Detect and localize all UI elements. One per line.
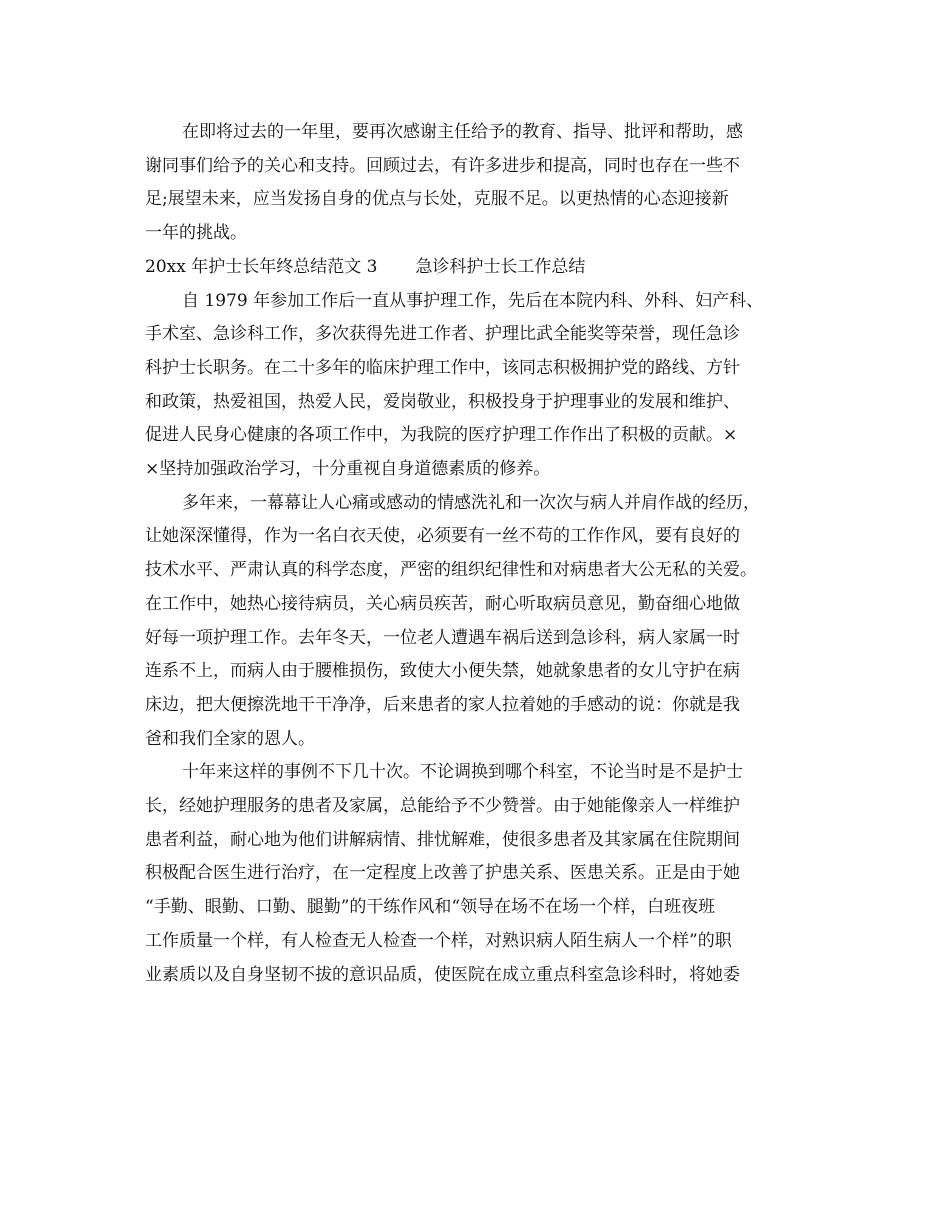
text-line: 长，经她护理服务的患者及家属，总能给予不少赞誉。由于她能像亲人一样维护 [145,796,740,817]
document-body [145,116,805,992]
text-line: 积极配合医生进行治疗，在一定程度上改善了护患关系、医患关系。正是由于她 [145,863,740,884]
text-line: 一年的挑战。 [145,223,247,244]
text-line: 爸和我们全家的恩人。 [145,728,315,749]
text-line: 谢同事们给予的关心和支持。回顾过去，有许多进步和提高，同时也存在一些不 [145,155,740,176]
paragraph-career [145,285,805,487]
text-line: “手勤、眼勤、口勤、腿勤”的干练作风和“领导在场不在场一个样，白班夜班 [145,897,716,918]
text-line: 多年来，一幕幕让人心痛或感动的情感洗礼和一次次与病人并肩作战的经历， [182,492,760,513]
text-line: ×坚持加强政治学习，十分重视自身道德素质的修养。 [145,459,551,480]
paragraph-decade [145,756,805,992]
text-line: 连系不上，而病人由于腰椎损伤，致使大小便失禁，她就象患者的女儿守护在病 [145,661,740,682]
section-heading-title: 20xx 年护士长年终总结范文 3 [145,256,378,277]
paragraph-closing-thanks [145,116,805,251]
text-line: 技术水平、严肃认真的科学态度，严密的组织纪律性和对病患者大公无私的关爱。 [145,560,757,581]
text-line: 自 1979 年参加工作后一直从事护理工作，先后在本院内科、外科、妇产科、 [182,290,764,311]
section-heading-subtitle: 急诊科护士长工作总结 [415,256,586,277]
text-line: 让她深深懂得，作为一名白衣天使，必须要有一丝不苟的工作作风，要有良好的 [145,526,740,547]
text-line: 床边，把大便擦洗地干干净净，后来患者的家人拉着她的手感动的说：你就是我 [145,694,740,715]
text-line: 在工作中，她热心接待病员，关心病员疾苦，耐心听取病员意见，勤奋细心地做 [145,593,740,614]
text-line: 工作质量一个样，有人检查无人检查一个样，对熟识病人陌生病人一个样”的职 [145,930,732,951]
text-line: 手术室、急诊科工作，多次获得先进工作者、护理比武全能奖等荣誉，现任急诊 [145,324,740,345]
text-line: 在即将过去的一年里，要再次感谢主任给予的教育、指导、批评和帮助，感 [182,122,743,142]
text-line: 科护士长职务。在二十多年的临床护理工作中，该同志积极拥护党的路线、方针 [145,357,740,378]
text-line: 好每一项护理工作。去年冬天，一位老人遭遇车祸后送到急诊科，病人家属一时 [145,627,740,648]
text-line: 和政策，热爱祖国，热爱人民，爱岗敬业，积极投身于护理事业的发展和维护、 [145,391,740,412]
text-line: 业素质以及自身坚韧不拔的意识品质，使医院在成立重点科室急诊科时，将她委 [145,964,740,985]
text-line: 足;展望未来，应当发扬自身的优点与长处，克服不足。以更热情的心态迎接新 [145,189,729,210]
paragraph-experience [145,487,805,757]
text-line: 促进人民身心健康的各项工作中，为我院的医疗护理工作作出了积极的贡献。× [145,425,738,446]
text-line: 患者利益，耐心地为他们讲解病情、排忧解难，使很多患者及其家属在住院期间 [145,829,740,850]
section-heading [145,251,805,285]
text-line: 十年来这样的事例不下几十次。不论调换到哪个科室，不论当时是不是护士 [182,762,743,783]
